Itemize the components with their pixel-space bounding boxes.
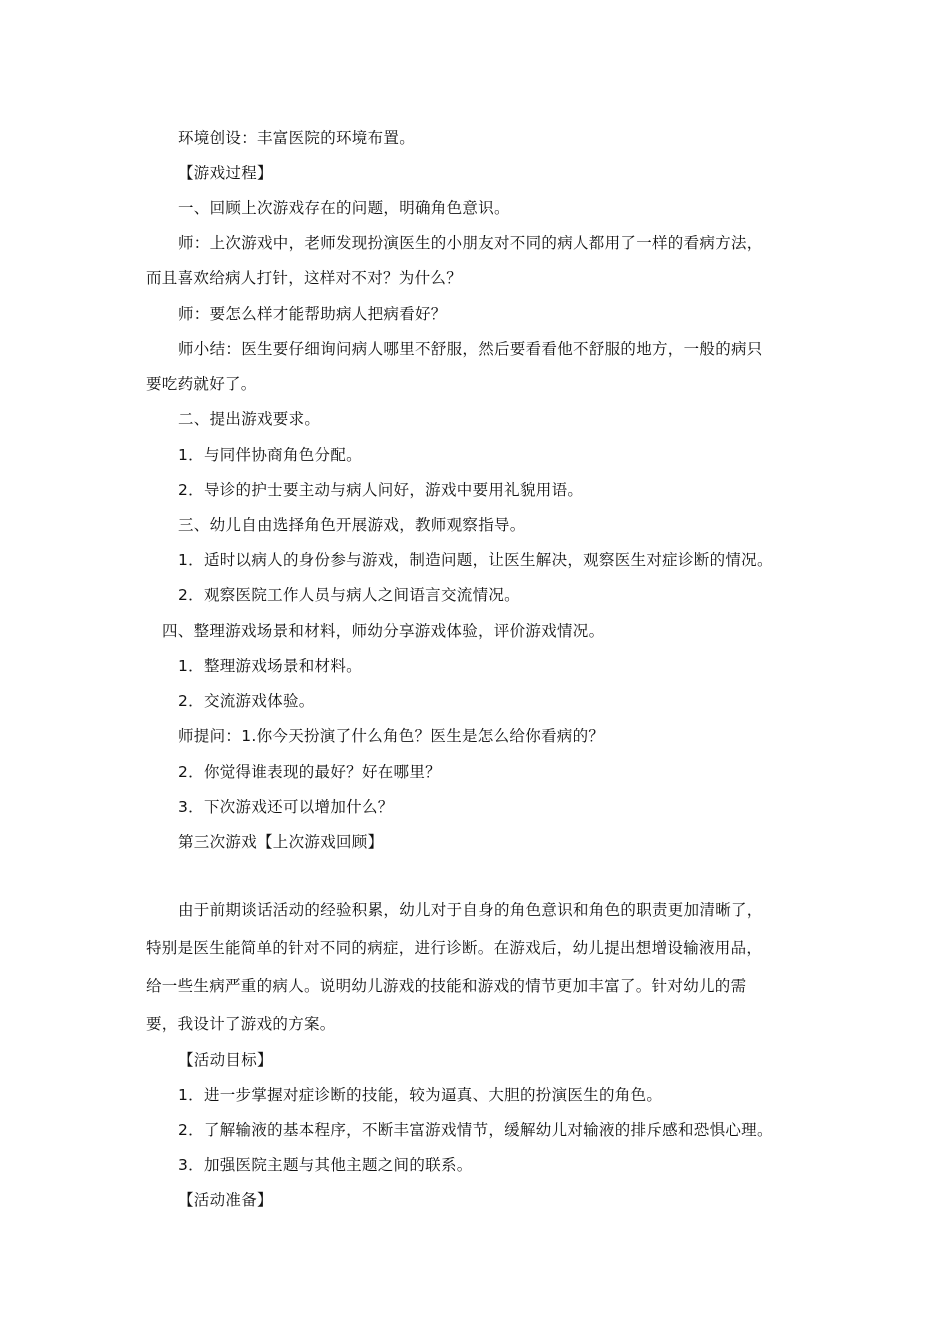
review-paragraph-line4: 要，我设计了游戏的方案。 — [146, 1015, 336, 1033]
teacher-question-3: 3．下次游戏还可以增加什么？ — [178, 798, 394, 816]
paragraph-teacher-question-2: 师：要怎么样才能帮助病人把病看好？ — [178, 305, 447, 323]
paragraph-environment: 环境创设：丰富医院的环境布置。 — [178, 129, 416, 147]
list-item-2-1: 1．与同伴协商角色分配。 — [178, 446, 362, 464]
list-item-2-2: 2．导诊的护士要主动与病人问好，游戏中要用礼貌用语。 — [178, 481, 584, 499]
teacher-question-2: 2．你觉得谁表现的最好？好在哪里？ — [178, 763, 441, 781]
heading-third-game-review: 第三次游戏【上次游戏回顾】 — [178, 833, 384, 851]
section-heading-4: 四、整理游戏场景和材料，师幼分享游戏体验，评价游戏情况。 — [162, 622, 605, 640]
list-item-4-1: 1．整理游戏场景和材料。 — [178, 657, 362, 675]
goal-item-1: 1．进一步掌握对症诊断的技能，较为逼真、大胆的扮演医生的角色。 — [178, 1086, 663, 1104]
paragraph-teacher-question-line1: 师：上次游戏中，老师发现扮演医生的小朋友对不同的病人都用了一样的看病方法， — [178, 234, 763, 252]
section-heading-1: 一、回顾上次游戏存在的问题，明确角色意识。 — [178, 199, 510, 217]
list-item-3-2: 2．观察医院工作人员与病人之间语言交流情况。 — [178, 586, 520, 604]
heading-game-process: 【游戏过程】 — [178, 164, 273, 182]
paragraph-teacher-summary-line1: 师小结：医生要仔细询问病人哪里不舒服，然后要看看他不舒服的地方，一般的病只 — [178, 340, 763, 358]
teacher-question-1: 师提问：1.你今天扮演了什么角色？医生是怎么给你看病的？ — [178, 727, 605, 745]
list-item-3-1: 1．适时以病人的身份参与游戏，制造问题，让医生解决，观察医生对症诊断的情况。 — [178, 551, 773, 569]
paragraph-teacher-summary-line2: 要吃药就好了。 — [146, 375, 257, 393]
goal-item-3: 3．加强医院主题与其他主题之间的联系。 — [178, 1156, 473, 1174]
review-paragraph-line3: 给一些生病严重的病人。说明幼儿游戏的技能和游戏的情节更加丰富了。针对幼儿的需 — [146, 977, 747, 995]
section-heading-2: 二、提出游戏要求。 — [178, 410, 321, 428]
review-paragraph-line1: 由于前期谈话活动的经验积累，幼儿对于自身的角色意识和角色的职责更加清晰了， — [178, 901, 763, 919]
heading-activity-preparation: 【活动准备】 — [178, 1191, 273, 1209]
list-item-4-2: 2．交流游戏体验。 — [178, 692, 315, 710]
review-paragraph-line2: 特别是医生能简单的针对不同的病症，进行诊断。在游戏后，幼儿提出想增设输液用品， — [146, 939, 763, 957]
goal-item-2: 2．了解输液的基本程序，不断丰富游戏情节，缓解幼儿对输液的排斥感和恐惧心理。 — [178, 1121, 773, 1139]
section-heading-3: 三、幼儿自由选择角色开展游戏，教师观察指导。 — [178, 516, 526, 534]
heading-activity-goals: 【活动目标】 — [178, 1051, 273, 1069]
paragraph-teacher-question-line2: 而且喜欢给病人打针，这样对不对？为什么？ — [146, 269, 463, 287]
